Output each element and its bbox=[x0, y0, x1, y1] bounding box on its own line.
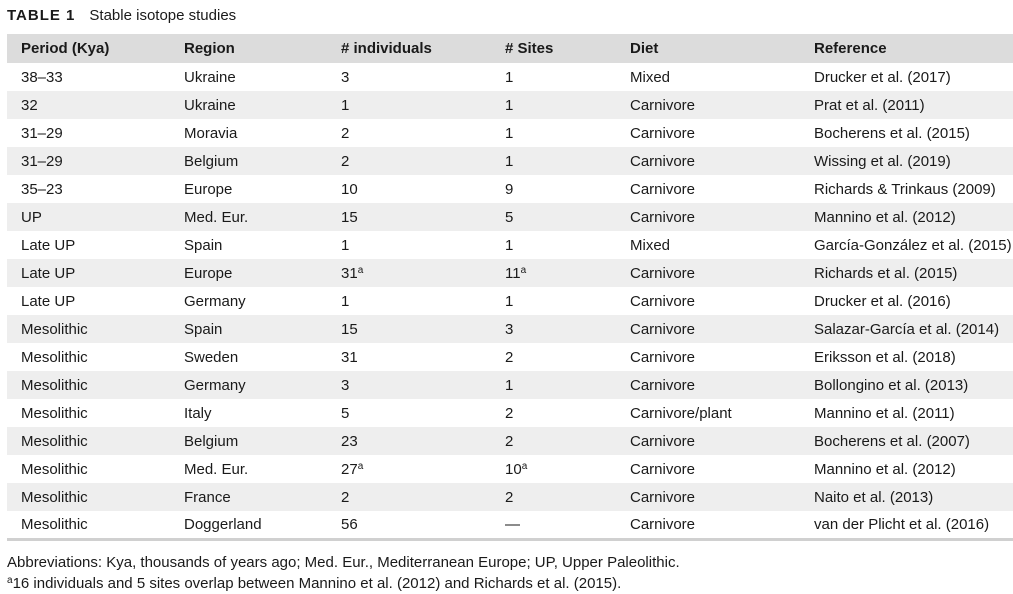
cell-individuals: 5 bbox=[341, 404, 350, 422]
cell-period: 35–23 bbox=[21, 180, 63, 198]
table-body bbox=[7, 63, 1013, 539]
cell-diet: Carnivore bbox=[630, 292, 696, 310]
cell-individuals: 15 bbox=[341, 320, 358, 338]
cell-period: Late UP bbox=[21, 292, 76, 310]
cell-region: France bbox=[184, 488, 231, 506]
cell-period: Mesolithic bbox=[21, 460, 88, 478]
table-header-row bbox=[7, 34, 1013, 63]
footnote-marker: a bbox=[357, 460, 364, 472]
cell-period: Mesolithic bbox=[21, 432, 88, 450]
cell-diet: Carnivore bbox=[630, 460, 696, 478]
cell-sites: 9 bbox=[505, 180, 514, 198]
cell-sites: 10$^a$ bbox=[505, 460, 528, 478]
header-reference: Reference bbox=[814, 40, 887, 57]
table-row bbox=[7, 483, 1013, 511]
cell-sites: 5 bbox=[505, 208, 514, 226]
cell-sites: 2 bbox=[505, 488, 514, 506]
cell-diet: Carnivore bbox=[630, 96, 696, 114]
cell-period: 32 bbox=[21, 96, 38, 114]
cell-sites: 2 bbox=[505, 404, 514, 422]
cell-region: Med. Eur. bbox=[184, 208, 249, 226]
cell-sites: 1 bbox=[505, 152, 514, 170]
cell-reference: Richards et al. (2015) bbox=[814, 264, 958, 282]
cell-individuals: 23 bbox=[341, 432, 358, 450]
cell-reference: Wissing et al. (2019) bbox=[814, 152, 951, 170]
cell-region: Ukraine bbox=[184, 68, 236, 86]
table-caption bbox=[7, 4, 236, 26]
cell-reference: Prat et al. (2011) bbox=[814, 96, 925, 114]
cell-reference: Bollongino et al. (2013) bbox=[814, 376, 969, 394]
cell-sites: 1 bbox=[505, 124, 514, 142]
cell-individuals: 31 bbox=[341, 348, 358, 366]
table-row bbox=[7, 259, 1013, 287]
cell-period: 31–29 bbox=[21, 152, 63, 170]
cell-region: Moravia bbox=[184, 124, 238, 142]
cell-sites: 1 bbox=[505, 376, 514, 394]
cell-sites: 11$^a$ bbox=[505, 264, 527, 282]
cell-sites: 1 bbox=[505, 292, 514, 310]
cell-diet: Carnivore bbox=[630, 124, 696, 142]
table-row bbox=[7, 287, 1013, 315]
header-period: Period (Kya) bbox=[21, 40, 110, 57]
cell-diet: Carnivore bbox=[630, 348, 696, 366]
cell-period: 31–29 bbox=[21, 124, 63, 142]
cell-diet: Carnivore bbox=[630, 152, 696, 170]
cell-individuals: 56 bbox=[341, 515, 358, 533]
cell-region: Sweden bbox=[184, 348, 239, 366]
cell-region: Europe bbox=[184, 264, 233, 282]
cell-diet: Carnivore/plant bbox=[630, 404, 732, 422]
cell-period: Late UP bbox=[21, 264, 76, 282]
cell-reference: Drucker et al. (2017) bbox=[814, 68, 951, 86]
cell-reference: Mannino et al. (2012) bbox=[814, 460, 956, 478]
cell-region: Ukraine bbox=[184, 96, 236, 114]
cell-individuals: 2 bbox=[341, 124, 350, 142]
cell-sites: 3 bbox=[505, 320, 514, 338]
cell-individuals: 2 bbox=[341, 152, 350, 170]
table-row bbox=[7, 511, 1013, 539]
cell-period: 38–33 bbox=[21, 68, 63, 86]
cell-region: Germany bbox=[184, 292, 246, 310]
cell-individuals: 2 bbox=[341, 488, 350, 506]
cell-reference: Drucker et al. (2016) bbox=[814, 292, 951, 310]
table-row bbox=[7, 343, 1013, 371]
header-sites: # Sites bbox=[505, 40, 554, 57]
cell-period: Mesolithic bbox=[21, 376, 88, 394]
cell-region: Europe bbox=[184, 180, 233, 198]
cell-reference: Naito et al. (2013) bbox=[814, 488, 934, 506]
cell-sites: 2 bbox=[505, 348, 514, 366]
cell-diet: Carnivore bbox=[630, 320, 696, 338]
cell-region: Doggerland bbox=[184, 515, 262, 533]
cell-region: Spain bbox=[184, 236, 223, 254]
cell-diet: Mixed bbox=[630, 68, 671, 86]
table-row bbox=[7, 147, 1013, 175]
cell-individuals: 27$^a$ bbox=[341, 460, 364, 478]
table-label: TABLE 1 bbox=[7, 6, 76, 24]
cell-diet: Carnivore bbox=[630, 432, 696, 450]
cell-sites: — bbox=[505, 515, 520, 533]
footnote-marker: a bbox=[357, 264, 364, 276]
cell-diet: Carnivore bbox=[630, 488, 696, 506]
cell-individuals: 1 bbox=[341, 292, 350, 310]
abbreviations-note: Abbreviations: Kya, thousands of years ago; Med. Eur., Mediterranean Europe; UP, Upper Paleolithic. bbox=[7, 554, 680, 571]
cell-period: Mesolithic bbox=[21, 348, 88, 366]
isotope-table bbox=[7, 34, 1013, 541]
cell-reference: Richards & Trinkaus (2009) bbox=[814, 180, 996, 198]
table-row bbox=[7, 399, 1013, 427]
cell-individuals: 3 bbox=[341, 376, 350, 394]
cell-period: Late UP bbox=[21, 236, 76, 254]
cell-reference: Salazar-García et al. (2014) bbox=[814, 320, 1000, 338]
footnote-marker: a bbox=[521, 460, 528, 472]
table-row bbox=[7, 63, 1013, 91]
cell-diet: Carnivore bbox=[630, 264, 696, 282]
table-row bbox=[7, 175, 1013, 203]
table-row bbox=[7, 455, 1013, 483]
cell-diet: Mixed bbox=[630, 236, 671, 254]
cell-individuals: 3 bbox=[341, 68, 350, 86]
cell-region: Med. Eur. bbox=[184, 460, 249, 478]
table-row bbox=[7, 371, 1013, 399]
cell-individuals: 1 bbox=[341, 236, 350, 254]
cell-reference: Eriksson et al. (2018) bbox=[814, 348, 956, 366]
cell-period: UP bbox=[21, 208, 42, 226]
table-row bbox=[7, 315, 1013, 343]
footnote-mark: a bbox=[7, 575, 13, 586]
cell-reference: Mannino et al. (2011) bbox=[814, 404, 955, 422]
table-row bbox=[7, 203, 1013, 231]
table-notes bbox=[7, 552, 680, 594]
cell-diet: Carnivore bbox=[630, 376, 696, 394]
table-title: Stable isotope studies bbox=[89, 6, 237, 24]
cell-individuals: 10 bbox=[341, 180, 358, 198]
table-row bbox=[7, 91, 1013, 119]
cell-sites: 1 bbox=[505, 96, 514, 114]
cell-individuals: 15 bbox=[341, 208, 358, 226]
table-row bbox=[7, 427, 1013, 455]
cell-reference: Mannino et al. (2012) bbox=[814, 208, 956, 226]
cell-period: Mesolithic bbox=[21, 320, 88, 338]
header-region: Region bbox=[184, 40, 235, 57]
cell-region: Italy bbox=[184, 404, 212, 422]
table-row bbox=[7, 119, 1013, 147]
cell-region: Spain bbox=[184, 320, 223, 338]
header-individuals: # individuals bbox=[341, 40, 432, 57]
cell-period: Mesolithic bbox=[21, 515, 88, 533]
cell-region: Belgium bbox=[184, 432, 239, 450]
cell-diet: Carnivore bbox=[630, 515, 696, 533]
cell-sites: 1 bbox=[505, 236, 514, 254]
cell-diet: Carnivore bbox=[630, 180, 696, 198]
cell-region: Germany bbox=[184, 376, 246, 394]
cell-reference: Bocherens et al. (2015) bbox=[814, 124, 970, 142]
cell-region: Belgium bbox=[184, 152, 239, 170]
cell-reference: van der Plicht et al. (2016) bbox=[814, 515, 990, 533]
cell-period: Mesolithic bbox=[21, 404, 88, 422]
cell-diet: Carnivore bbox=[630, 208, 696, 226]
cell-period: Mesolithic bbox=[21, 488, 88, 506]
table-row bbox=[7, 231, 1013, 259]
cell-sites: 1 bbox=[505, 68, 514, 86]
footnote-text: 16 individuals and 5 sites overlap between Mannino et al. (2012) and Richards et al. (2015). bbox=[12, 575, 622, 592]
cell-sites: 2 bbox=[505, 432, 514, 450]
cell-individuals: 31$^a$ bbox=[341, 264, 364, 282]
cell-individuals: 1 bbox=[341, 96, 350, 114]
cell-reference: García-González et al. (2015) bbox=[814, 236, 1012, 254]
footnote-marker: a bbox=[520, 264, 527, 276]
cell-reference: Bocherens et al. (2007) bbox=[814, 432, 970, 450]
header-diet: Diet bbox=[630, 40, 659, 57]
